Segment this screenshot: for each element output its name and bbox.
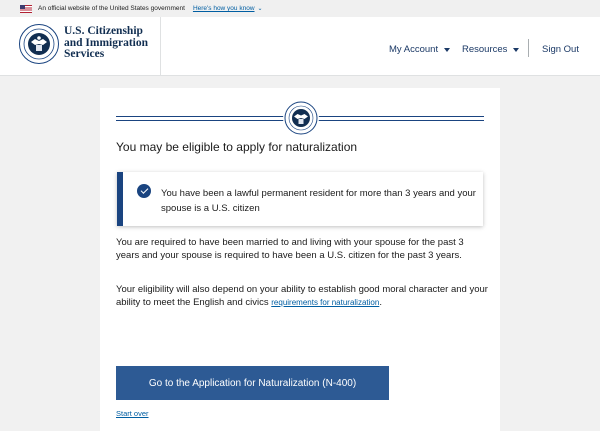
sign-out-link[interactable] xyxy=(542,44,579,55)
dhs-seal-icon xyxy=(283,100,319,136)
agency-line-2: and Immigration xyxy=(64,36,149,49)
caret-down-icon xyxy=(513,48,519,52)
nav-separator xyxy=(528,39,529,57)
alert-text: You have been a lawful permanent resident for more than 3 years and your spouse is a U.S. citizen xyxy=(161,188,476,214)
period: . xyxy=(379,296,382,308)
agency-name[interactable] xyxy=(64,26,148,61)
nav-my-account[interactable] xyxy=(389,44,450,55)
agency-line-1: U.S. Citizenship xyxy=(64,25,143,37)
site-header xyxy=(0,17,600,76)
agency-line-3: Services xyxy=(64,48,105,60)
eligibility-alert xyxy=(117,172,483,226)
gov-banner-text: An official website of the United States government xyxy=(38,5,185,12)
sign-out-label: Sign Out xyxy=(542,44,579,55)
eligibility-text: Your eligibility will also depend on your ability to establish good moral character and your ability to meet the English and civics xyxy=(116,284,488,308)
page-title: You may be eligible to apply for naturalization xyxy=(116,140,358,154)
header-rule-right xyxy=(313,116,484,121)
start-over-link[interactable]: Start over xyxy=(116,409,149,418)
nav-resources-label: Resources xyxy=(462,44,508,55)
eligibility-paragraph xyxy=(116,284,488,309)
caret-down-icon xyxy=(444,48,450,52)
check-circle-icon xyxy=(137,184,151,198)
requirements-link[interactable]: requirements for naturalization xyxy=(271,297,380,307)
gov-banner xyxy=(0,0,600,17)
nav-my-account-label: My Account xyxy=(389,44,439,55)
nav-resources[interactable] xyxy=(462,44,519,55)
header-divider xyxy=(160,17,161,76)
dhs-seal-logo[interactable] xyxy=(19,24,59,64)
us-flag-icon xyxy=(20,5,32,13)
chevron-down-icon[interactable]: ⌄ xyxy=(257,6,263,12)
eligibility-card xyxy=(100,88,500,431)
requirement-paragraph: You are required to have been married to and living with your spouse for the past 3 years and your spouse is required to have been a U.S. citizen for the past 3 years. xyxy=(116,237,464,261)
go-to-n400-button[interactable]: Go to the Application for Naturalization (N-400) xyxy=(116,366,389,400)
heres-how-you-know-link[interactable]: Here's how you know xyxy=(192,5,255,12)
